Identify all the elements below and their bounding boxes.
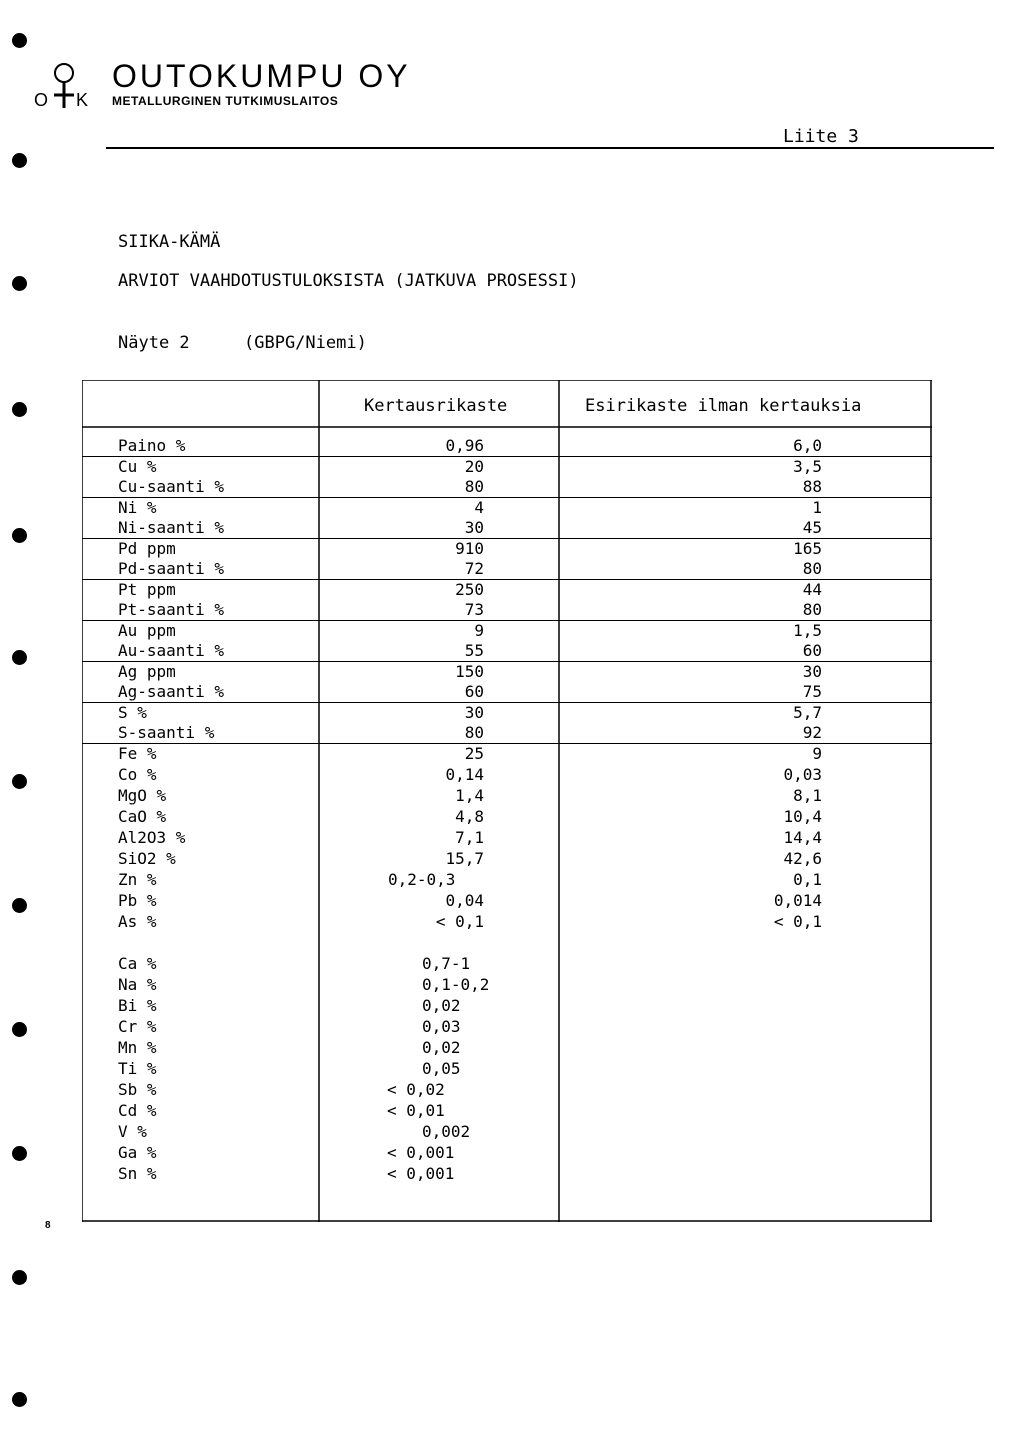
row-label: Cr % xyxy=(118,1017,157,1036)
row-label: Na % xyxy=(118,975,157,994)
table-row xyxy=(82,1143,932,1163)
header-rule xyxy=(106,147,994,149)
value-esirikaste: 165 xyxy=(793,539,822,558)
row-label: As % xyxy=(118,912,157,931)
site-title: SIIKA-KÄMÄ xyxy=(118,232,221,252)
table-row xyxy=(82,600,932,621)
value-kertausrikaste: 80 xyxy=(464,477,484,496)
value-kertausrikaste: < 0,1 xyxy=(435,912,484,931)
results-table xyxy=(82,380,932,1222)
table-row xyxy=(82,1164,932,1184)
table-row xyxy=(82,870,932,890)
value-esirikaste: < 0,1 xyxy=(773,912,822,931)
value-kertausrikaste: < 0,001 xyxy=(387,1143,455,1162)
row-label: Fe % xyxy=(118,744,157,763)
table-row xyxy=(82,786,932,806)
punch-hole xyxy=(12,528,27,543)
row-label: Mn % xyxy=(118,1038,157,1057)
value-kertausrikaste: 0,04 xyxy=(445,891,484,910)
table-row xyxy=(82,477,932,498)
table-row xyxy=(82,1017,932,1037)
table-row xyxy=(82,703,932,723)
table-row xyxy=(82,457,932,477)
punch-hole xyxy=(12,898,27,913)
table-row xyxy=(82,662,932,682)
value-esirikaste: 14,4 xyxy=(783,828,822,847)
row-label: SiO2 % xyxy=(118,849,176,868)
column-header-esirikaste: Esirikaste ilman kertauksia xyxy=(585,396,862,416)
punch-hole xyxy=(12,1022,27,1037)
sample-source: (GBPG/Niemi) xyxy=(244,333,367,353)
value-kertausrikaste: 7,1 xyxy=(455,828,484,847)
table-row xyxy=(82,580,932,600)
table-row xyxy=(82,559,932,580)
row-label: Paino % xyxy=(118,436,186,455)
value-kertausrikaste: 0,02 xyxy=(422,996,461,1015)
column-header-kertausrikaste: Kertausrikaste xyxy=(364,396,508,416)
value-kertausrikaste: 9 xyxy=(474,621,484,640)
company-logo-icon xyxy=(34,58,94,118)
table-row xyxy=(82,1059,932,1079)
row-label: Pd-saanti % xyxy=(118,559,224,578)
punch-hole xyxy=(12,774,27,789)
punch-hole xyxy=(12,402,27,417)
page-mark: 8 xyxy=(45,1220,51,1231)
row-label: Sb % xyxy=(118,1080,157,1099)
value-esirikaste: 80 xyxy=(802,600,822,619)
row-label: V % xyxy=(118,1122,147,1141)
row-label: Ca % xyxy=(118,954,157,973)
table-row xyxy=(82,996,932,1016)
row-label: Cu-saanti % xyxy=(118,477,224,496)
value-kertausrikaste: 910 xyxy=(455,539,484,558)
value-esirikaste: 1 xyxy=(812,498,822,517)
appendix-label: Liite 3 xyxy=(783,126,859,147)
row-label: S-saanti % xyxy=(118,723,215,742)
value-kertausrikaste: 30 xyxy=(464,703,484,722)
value-kertausrikaste: 0,03 xyxy=(422,1017,461,1036)
value-esirikaste: 75 xyxy=(802,682,822,701)
value-kertausrikaste: 55 xyxy=(464,641,484,660)
value-esirikaste: 30 xyxy=(802,662,822,681)
row-label: Al2O3 % xyxy=(118,828,186,847)
value-esirikaste: 88 xyxy=(802,477,822,496)
value-kertausrikaste: 80 xyxy=(464,723,484,742)
value-kertausrikaste: 1,4 xyxy=(455,786,484,805)
value-kertausrikaste: 20 xyxy=(464,457,484,476)
table-row xyxy=(82,828,932,848)
table-row xyxy=(82,1080,932,1100)
value-kertausrikaste: 150 xyxy=(455,662,484,681)
row-label: Co % xyxy=(118,765,157,784)
row-label: Au-saanti % xyxy=(118,641,224,660)
punch-hole xyxy=(12,153,27,168)
value-esirikaste: 0,1 xyxy=(793,870,822,889)
value-kertausrikaste: 0,002 xyxy=(422,1122,471,1141)
value-esirikaste: 10,4 xyxy=(783,807,822,826)
table-row xyxy=(82,765,932,785)
table-row xyxy=(82,807,932,827)
table-row xyxy=(82,1122,932,1142)
table-row xyxy=(82,682,932,703)
row-label: Pt ppm xyxy=(118,580,176,599)
value-kertausrikaste: < 0,02 xyxy=(387,1080,445,1099)
row-label: Cd % xyxy=(118,1101,157,1120)
row-label: S % xyxy=(118,703,147,722)
row-label: Bi % xyxy=(118,996,157,1015)
punch-hole xyxy=(12,276,27,291)
table-row xyxy=(82,849,932,869)
row-label: Ni % xyxy=(118,498,157,517)
value-esirikaste: 60 xyxy=(802,641,822,660)
value-esirikaste: 45 xyxy=(802,518,822,537)
row-label: Ag ppm xyxy=(118,662,176,681)
value-esirikaste: 80 xyxy=(802,559,822,578)
value-kertausrikaste: 15,7 xyxy=(445,849,484,868)
value-kertausrikaste: 0,02 xyxy=(422,1038,461,1057)
row-label: Ag-saanti % xyxy=(118,682,224,701)
punch-hole xyxy=(12,650,27,665)
value-kertausrikaste: 25 xyxy=(464,744,484,763)
value-esirikaste: 0,014 xyxy=(773,891,822,910)
table-row xyxy=(82,912,932,932)
row-label: Pb % xyxy=(118,891,157,910)
value-kertausrikaste: < 0,001 xyxy=(387,1164,455,1183)
brand-name: OUTOKUMPU OY xyxy=(112,58,411,94)
table-row xyxy=(82,1101,932,1121)
table-row xyxy=(82,436,932,457)
row-label: Ni-saanti % xyxy=(118,518,224,537)
table-row xyxy=(82,744,932,764)
row-label: Au ppm xyxy=(118,621,176,640)
table-row xyxy=(82,621,932,641)
punch-hole xyxy=(12,1392,27,1407)
svg-text:K: K xyxy=(76,90,89,110)
row-label: Cu % xyxy=(118,457,157,476)
table-row xyxy=(82,518,932,539)
table-row xyxy=(82,498,932,518)
row-label: CaO % xyxy=(118,807,167,826)
value-esirikaste: 92 xyxy=(802,723,822,742)
value-esirikaste: 44 xyxy=(802,580,822,599)
value-kertausrikaste: 250 xyxy=(455,580,484,599)
punch-hole xyxy=(12,33,27,48)
value-kertausrikaste: 60 xyxy=(464,682,484,701)
row-label: Zn % xyxy=(118,870,157,889)
value-esirikaste: 3,5 xyxy=(793,457,822,476)
value-kertausrikaste: 4,8 xyxy=(455,807,484,826)
punch-hole xyxy=(12,1270,27,1285)
row-label: Sn % xyxy=(118,1164,157,1183)
table-row xyxy=(82,891,932,911)
row-label: Ti % xyxy=(118,1059,157,1078)
table-row xyxy=(82,1038,932,1058)
value-esirikaste: 6,0 xyxy=(793,436,822,455)
brand-subtitle: METALLURGINEN TUTKIMUSLAITOS xyxy=(112,94,339,108)
table-row xyxy=(82,954,932,974)
table-row xyxy=(82,641,932,662)
value-kertausrikaste: 0,96 xyxy=(445,436,484,455)
value-esirikaste: 8,1 xyxy=(793,786,822,805)
value-kertausrikaste: 0,2-0,3 xyxy=(388,870,456,889)
value-kertausrikaste: < 0,01 xyxy=(387,1101,445,1120)
punch-hole xyxy=(12,1146,27,1161)
table-row xyxy=(82,539,932,559)
table-row xyxy=(82,723,932,744)
sample-label: Näyte 2 xyxy=(118,333,190,353)
value-esirikaste: 0,03 xyxy=(783,765,822,784)
value-kertausrikaste: 0,14 xyxy=(445,765,484,784)
value-esirikaste: 9 xyxy=(812,744,822,763)
value-kertausrikaste: 0,05 xyxy=(422,1059,461,1078)
value-esirikaste: 5,7 xyxy=(793,703,822,722)
row-label: Pd ppm xyxy=(118,539,176,558)
value-kertausrikaste: 72 xyxy=(464,559,484,578)
value-kertausrikaste: 4 xyxy=(474,498,484,517)
row-label: MgO % xyxy=(118,786,167,805)
value-kertausrikaste: 0,1-0,2 xyxy=(422,975,490,994)
value-kertausrikaste: 73 xyxy=(464,600,484,619)
row-label: Ga % xyxy=(118,1143,157,1162)
value-esirikaste: 1,5 xyxy=(793,621,822,640)
row-label: Pt-saanti % xyxy=(118,600,224,619)
table-row xyxy=(82,975,932,995)
value-kertausrikaste: 30 xyxy=(464,518,484,537)
value-kertausrikaste: 0,7-1 xyxy=(422,954,471,973)
value-esirikaste: 42,6 xyxy=(783,849,822,868)
svg-text:O: O xyxy=(34,90,49,110)
report-heading: ARVIOT VAAHDOTUSTULOKSISTA (JATKUVA PROSESSI) xyxy=(118,271,579,291)
